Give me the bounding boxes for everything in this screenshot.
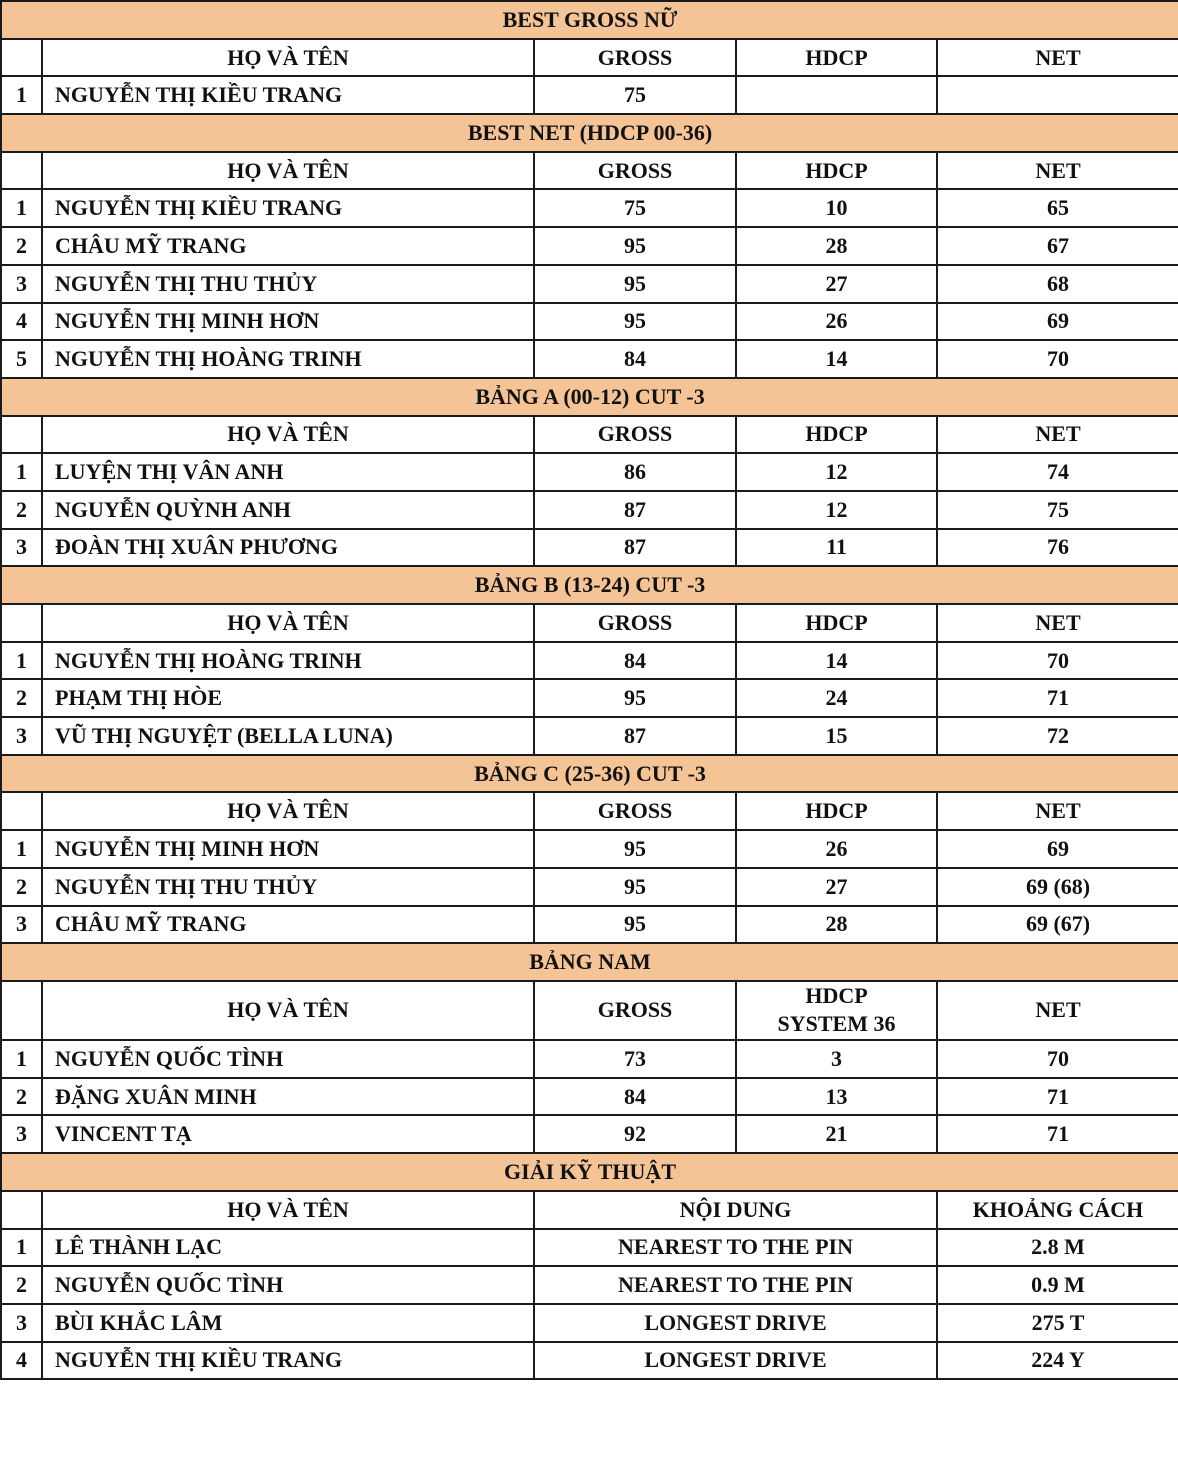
net-cell: 69 (67) (937, 906, 1178, 944)
net-cell: 68 (937, 265, 1178, 303)
net-header: NET (937, 604, 1178, 642)
column-header-row (1, 1191, 1178, 1229)
column-header-row (1, 152, 1178, 190)
gross-cell: 95 (534, 265, 736, 303)
name-cell: CHÂU MỸ TRANG (42, 906, 534, 944)
gross-cell: 84 (534, 642, 736, 680)
name-cell: CHÂU MỸ TRANG (42, 227, 534, 265)
net-cell: 71 (937, 1078, 1178, 1116)
table-row (1, 340, 1178, 378)
gross-cell: 86 (534, 453, 736, 491)
content-cell: LONGEST DRIVE (534, 1342, 937, 1380)
table-row (1, 679, 1178, 717)
rank-cell: 2 (1, 868, 42, 906)
name-cell: NGUYỄN THỊ THU THỦY (42, 265, 534, 303)
net-cell: 71 (937, 679, 1178, 717)
hdcp-cell (736, 76, 937, 114)
gross-cell: 87 (534, 717, 736, 755)
rank-cell: 2 (1, 679, 42, 717)
name-cell: LÊ THÀNH LẠC (42, 1229, 534, 1267)
table-row (1, 529, 1178, 567)
rank-cell: 1 (1, 189, 42, 227)
net-cell (937, 76, 1178, 114)
gross-header: GROSS (534, 792, 736, 830)
hdcp-cell: 24 (736, 679, 937, 717)
gross-cell: 73 (534, 1040, 736, 1078)
distance-cell: 2.8 M (937, 1229, 1178, 1267)
rank-cell: 3 (1, 265, 42, 303)
gross-header: GROSS (534, 604, 736, 642)
gross-cell: 95 (534, 679, 736, 717)
section-header-bang-nam (1, 943, 1178, 981)
name-cell: NGUYỄN THỊ HOÀNG TRINH (42, 340, 534, 378)
table-row (1, 868, 1178, 906)
hdcp-cell: 27 (736, 868, 937, 906)
net-cell: 65 (937, 189, 1178, 227)
name-cell: PHẠM THỊ HÒE (42, 679, 534, 717)
name-cell: NGUYỄN THỊ KIỀU TRANG (42, 76, 534, 114)
rank-cell: 2 (1, 1266, 42, 1304)
section-header-best-gross (1, 1, 1178, 39)
rank-cell: 4 (1, 303, 42, 341)
rank-cell: 3 (1, 906, 42, 944)
gross-cell: 75 (534, 189, 736, 227)
hdcp-cell: 14 (736, 642, 937, 680)
rank-cell: 3 (1, 1115, 42, 1153)
table-row (1, 906, 1178, 944)
rank-cell: 3 (1, 529, 42, 567)
hdcp-header: HDCP (736, 792, 937, 830)
name-cell: LUYỆN THỊ VÂN ANH (42, 453, 534, 491)
rank-cell: 5 (1, 340, 42, 378)
gross-cell: 84 (534, 1078, 736, 1116)
hdcp-cell: 15 (736, 717, 937, 755)
rank-cell: 1 (1, 1040, 42, 1078)
section-title: BẢNG A (00-12) CUT -3 (1, 378, 1178, 416)
net-cell: 67 (937, 227, 1178, 265)
name-cell: NGUYỄN THỊ KIỀU TRANG (42, 189, 534, 227)
results-body (1, 1, 1178, 1379)
net-cell: 72 (937, 717, 1178, 755)
distance-header: KHOẢNG CÁCH (937, 1191, 1178, 1229)
section-header-bang-a (1, 378, 1178, 416)
table-row (1, 1266, 1178, 1304)
name-header: HỌ VÀ TÊN (42, 39, 534, 77)
gross-cell: 87 (534, 529, 736, 567)
gross-header: GROSS (534, 39, 736, 77)
section-title: BẢNG C (25-36) CUT -3 (1, 755, 1178, 793)
hdcp-cell: 27 (736, 265, 937, 303)
hdcp-cell: 10 (736, 189, 937, 227)
table-row (1, 1040, 1178, 1078)
content-cell: NEAREST TO THE PIN (534, 1266, 937, 1304)
rank-cell: 1 (1, 76, 42, 114)
table-row (1, 1304, 1178, 1342)
hdcp-header: HDCP (736, 39, 937, 77)
content-header: NỘI DUNG (534, 1191, 937, 1229)
name-header: HỌ VÀ TÊN (42, 416, 534, 454)
name-cell: NGUYỄN THỊ MINH HƠN (42, 830, 534, 868)
gross-cell: 95 (534, 227, 736, 265)
name-cell: NGUYỄN THỊ KIỀU TRANG (42, 1342, 534, 1380)
rank-cell: 3 (1, 1304, 42, 1342)
rank-header (1, 1191, 42, 1229)
net-cell: 69 (937, 830, 1178, 868)
gross-cell: 95 (534, 906, 736, 944)
table-row (1, 1115, 1178, 1153)
hdcp-cell: 11 (736, 529, 937, 567)
name-header: HỌ VÀ TÊN (42, 792, 534, 830)
table-row (1, 830, 1178, 868)
section-header-best-net (1, 114, 1178, 152)
gross-header: GROSS (534, 416, 736, 454)
name-cell: NGUYỄN THỊ THU THỦY (42, 868, 534, 906)
section-title: BẢNG NAM (1, 943, 1178, 981)
table-row (1, 491, 1178, 529)
table-row (1, 303, 1178, 341)
rank-cell: 1 (1, 642, 42, 680)
name-cell: NGUYỄN THỊ MINH HƠN (42, 303, 534, 341)
gross-cell: 75 (534, 76, 736, 114)
name-cell: ĐOÀN THỊ XUÂN PHƯƠNG (42, 529, 534, 567)
hdcp-system-header (736, 981, 937, 1040)
name-header: HỌ VÀ TÊN (42, 1191, 534, 1229)
rank-header (1, 416, 42, 454)
gross-cell: 84 (534, 340, 736, 378)
section-header-bang-c (1, 755, 1178, 793)
section-title: BEST NET (HDCP 00-36) (1, 114, 1178, 152)
name-cell: BÙI KHẮC LÂM (42, 1304, 534, 1342)
name-cell: ĐẶNG XUÂN MINH (42, 1078, 534, 1116)
table-row (1, 1078, 1178, 1116)
rank-header (1, 39, 42, 77)
name-cell: NGUYỄN THỊ HOÀNG TRINH (42, 642, 534, 680)
hdcp-cell: 14 (736, 340, 937, 378)
rank-header (1, 604, 42, 642)
gross-header: GROSS (534, 152, 736, 190)
hdcp-header: HDCP (736, 604, 937, 642)
hdcp-cell: 28 (736, 227, 937, 265)
net-cell: 69 (937, 303, 1178, 341)
hdcp-cell: 12 (736, 453, 937, 491)
hdcp-cell: 21 (736, 1115, 937, 1153)
net-cell: 74 (937, 453, 1178, 491)
content-cell: NEAREST TO THE PIN (534, 1229, 937, 1267)
rank-cell: 4 (1, 1342, 42, 1380)
name-cell: NGUYỄN QUỲNH ANH (42, 491, 534, 529)
table-row (1, 1342, 1178, 1380)
table-row (1, 227, 1178, 265)
net-cell: 76 (937, 529, 1178, 567)
table-row (1, 453, 1178, 491)
distance-cell: 0.9 M (937, 1266, 1178, 1304)
table-row (1, 642, 1178, 680)
section-header-ky-thuat (1, 1153, 1178, 1191)
name-cell: VŨ THỊ NGUYỆT (BELLA LUNA) (42, 717, 534, 755)
name-cell: VINCENT TẠ (42, 1115, 534, 1153)
hdcp-cell: 13 (736, 1078, 937, 1116)
net-cell: 75 (937, 491, 1178, 529)
rank-cell: 3 (1, 717, 42, 755)
hdcp-cell: 28 (736, 906, 937, 944)
net-header: NET (937, 416, 1178, 454)
rank-header (1, 152, 42, 190)
section-title: BẢNG B (13-24) CUT -3 (1, 566, 1178, 604)
net-header: NET (937, 792, 1178, 830)
rank-cell: 2 (1, 227, 42, 265)
column-header-row (1, 604, 1178, 642)
gross-cell: 95 (534, 830, 736, 868)
name-cell: NGUYỄN QUỐC TÌNH (42, 1266, 534, 1304)
net-cell: 70 (937, 340, 1178, 378)
table-row (1, 1229, 1178, 1267)
gross-cell: 87 (534, 491, 736, 529)
section-header-bang-b (1, 566, 1178, 604)
net-cell: 69 (68) (937, 868, 1178, 906)
table-row (1, 717, 1178, 755)
hdcp-header: HDCP (736, 152, 937, 190)
hdcp-cell: 26 (736, 303, 937, 341)
rank-header (1, 981, 42, 1040)
gross-header: GROSS (534, 981, 736, 1040)
rank-cell: 2 (1, 491, 42, 529)
net-cell: 70 (937, 1040, 1178, 1078)
hdcp-cell: 3 (736, 1040, 937, 1078)
net-cell: 70 (937, 642, 1178, 680)
column-header-row (1, 981, 1178, 1040)
column-header-row (1, 39, 1178, 77)
column-header-row (1, 792, 1178, 830)
content-cell: LONGEST DRIVE (534, 1304, 937, 1342)
rank-cell: 2 (1, 1078, 42, 1116)
hdcp-cell: 26 (736, 830, 937, 868)
net-header: NET (937, 981, 1178, 1040)
section-title: GIẢI KỸ THUẬT (1, 1153, 1178, 1191)
rank-cell: 1 (1, 830, 42, 868)
section-title: BEST GROSS NỮ (1, 1, 1178, 39)
column-header-row (1, 416, 1178, 454)
name-header: HỌ VÀ TÊN (42, 604, 534, 642)
distance-cell: 224 Y (937, 1342, 1178, 1380)
rank-cell: 1 (1, 1229, 42, 1267)
hdcp-header: HDCP (736, 416, 937, 454)
hdcp-header-line1: HDCP (805, 982, 868, 1008)
rank-header (1, 792, 42, 830)
net-header: NET (937, 152, 1178, 190)
net-cell: 71 (937, 1115, 1178, 1153)
distance-cell: 275 T (937, 1304, 1178, 1342)
table-row (1, 189, 1178, 227)
hdcp-cell: 12 (736, 491, 937, 529)
gross-cell: 95 (534, 868, 736, 906)
gross-cell: 95 (534, 303, 736, 341)
table-row (1, 76, 1178, 114)
name-cell: NGUYỄN QUỐC TÌNH (42, 1040, 534, 1078)
rank-cell: 1 (1, 453, 42, 491)
name-header: HỌ VÀ TÊN (42, 981, 534, 1040)
net-header: NET (937, 39, 1178, 77)
table-row (1, 265, 1178, 303)
gross-cell: 92 (534, 1115, 736, 1153)
name-header: HỌ VÀ TÊN (42, 152, 534, 190)
hdcp-header-line2: SYSTEM 36 (777, 1011, 896, 1037)
